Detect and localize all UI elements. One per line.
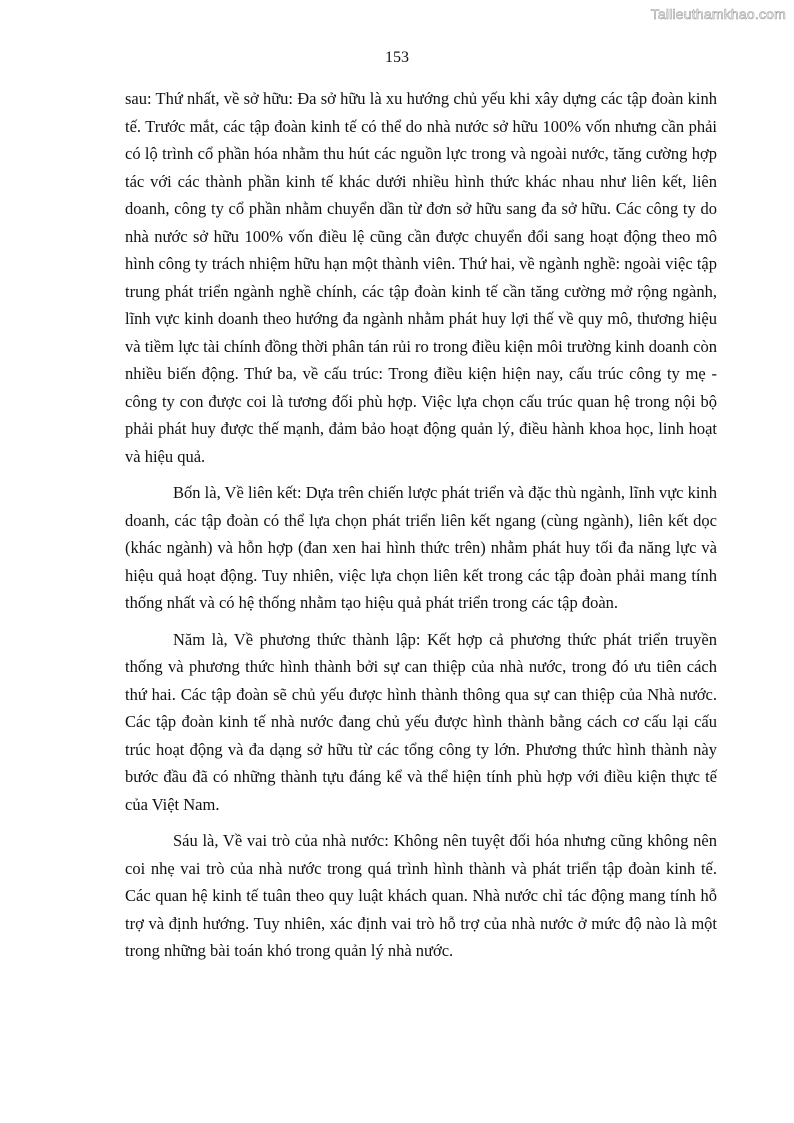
page-number: 153 [385, 49, 409, 66]
paragraph-state-role: Sáu là, Về vai trò của nhà nước: Không nên tuyệt đối hóa nhưng cũng không nên coi nhẹ vai trò của nhà nước trong quá trình hình thành và phát triển tập đoàn kinh tế. Các quan hệ kinh tế tuân theo quy luật khách quan. Nhà nước chỉ tác động mang tính hỗ trợ và định hướng. Tuy nhiên, xác định vai trò hỗ trợ của nhà nước ở mức độ nào là một trong những bài toán khó trong quản lý nhà nước. [125, 831, 717, 960]
watermark-text: Tailieuthamkhao.com [650, 6, 786, 22]
paragraph-linkage: Bốn là, Về liên kết: Dựa trên chiến lược phát triển và đặc thù ngành, lĩnh vực kinh doanh, các tập đoàn có thể lựa chọn phát triển liên kết ngang (cùng ngành), liên kết dọc (khác ngành) và hỗn hợp (đan xen hai hình thức trên) nhằm phát huy tối đa năng lực và hiệu quả hoạt động. Tuy nhiên, việc lựa chọn liên kết trong các tập đoàn phải mang tính thống nhất và có hệ thống nhằm tạo hiệu quả phát triển trong các tập đoàn. [125, 483, 717, 612]
paragraph-establishment-method: Năm là, Về phương thức thành lập: Kết hợp cả phương thức phát triển truyền thống và phương thức hình thành bởi sự can thiệp của nhà nước, trong đó ưu tiên cách thứ hai. Các tập đoàn sẽ chủ yếu được hình thành thông qua sự can thiệp của Nhà nước. Các tập đoàn kinh tế nhà nước đang chủ yếu được hình thành bằng cách cơ cấu lại cấu trúc hoạt động và đa dạng sở hữu từ các tổng công ty lớn. Phương thức hình thành này bước đầu đã có những thành tựu đáng kể và thể hiện tính phù hợp với điều kiện thực tế của Việt Nam. [125, 629, 717, 814]
document-body [125, 85, 717, 974]
paragraph-ownership-industry-structure: sau: Thứ nhất, về sở hữu: Đa sở hữu là xu hướng chủ yếu khi xây dựng các tập đoàn kinh tế. Trước mắt, các tập đoàn kinh tế có thể do nhà nước sở hữu 100% vốn nhưng cần phải có lộ trình cổ phần hóa nhằm thu hút các nguồn lực trong và ngoài nước, tăng cường hợp tác với các thành phần kinh tế khác dưới nhiều hình thức khác nhau như liên kết, liên doanh, công ty cổ phần nhằm chuyển dần từ đơn sở hữu sang đa sở hữu. Các công ty do nhà nước sở hữu 100% vốn điều lệ cũng cần được chuyển đổi sang hoạt động theo mô hình công ty trách nhiệm hữu hạn một thành viên. Thứ hai, về ngành nghề: ngoài việc tập trung phát triển ngành nghề chính, các tập đoàn kinh tế cần tăng cường mở rộng ngành, lĩnh vực kinh doanh theo hướng đa ngành nhằm phát huy lợi thế về quy mô, thương hiệu và tiềm lực tài chính đồng thời phân tán rủi ro trong điều kiện môi trường kinh doanh còn nhiều biến động. Thứ ba, về cấu trúc: Trong điều kiện hiện nay, cấu trúc công ty mẹ - công ty con được coi là tương đối phù hợp. Việc lựa chọn cấu trúc quan hệ trong nội bộ phải phát huy được thế mạnh, đảm bảo hoạt động quản lý, điều hành khoa học, linh hoạt và hiệu quả. [125, 89, 717, 466]
